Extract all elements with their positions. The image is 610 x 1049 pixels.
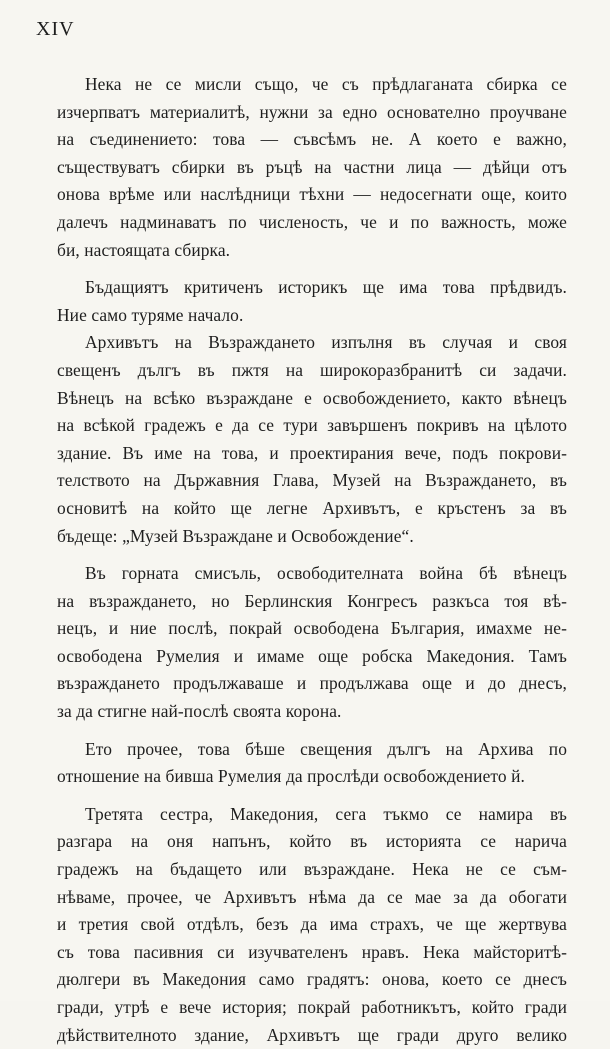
paragraph-6 bbox=[57, 801, 567, 1049]
text-line: изчерпватъ материалитѣ, нужни за едно основателно проучване bbox=[57, 101, 567, 122]
text-line: разгара на оня напънъ, който въ историята се нарича bbox=[57, 831, 567, 852]
text-line: бъдеще: „Музей Възраждане и Освобождение“. bbox=[57, 525, 414, 546]
body-text bbox=[57, 71, 567, 1049]
text-line: съ това пасивния си изучвателенъ нравъ. Нека майсторитѣ- bbox=[57, 941, 567, 962]
text-line: съществуватъ сбирки въ ръцѣ на частни лица — дѣйци отъ bbox=[57, 156, 567, 177]
text-line: освободена Румелия и имаме още робска Македония. Тамъ bbox=[57, 645, 567, 666]
text-line: Ние само туряме начало. bbox=[57, 304, 244, 325]
text-line: градежъ на бъдащето или възраждане. Нека не се съм- bbox=[57, 859, 567, 880]
text-line: Нека не се мисли също, че съ прѣдлаганата сбирка се bbox=[85, 74, 567, 94]
text-line: Вѣнецъ на всѣко възраждане е освобождението, както вѣнецъ bbox=[57, 387, 567, 408]
text-line: отношение на бивша Румелия да прослѣди освобождението й. bbox=[57, 766, 525, 787]
text-line: далечъ надминаватъ по численость, че и по важность, може bbox=[57, 211, 567, 232]
text-line: дюлгери въ Македония само градятъ: онова, което се днесъ bbox=[57, 969, 567, 990]
text-line: онова врѣме или наслѣдници тѣхни — недосегнати още, които bbox=[57, 184, 567, 205]
text-line: нѣваме, прочее, че Архивътъ нѣма да се мае за да обогати bbox=[57, 886, 567, 907]
text-line: за да стигне най-послѣ своята корона. bbox=[57, 701, 342, 722]
text-line: на всѣкой градежъ е да се тури завършенъ покривъ на цѣлото bbox=[57, 415, 567, 436]
text-line: свещенъ дългъ въ пжтя на широкоразбранитѣ си задачи. bbox=[57, 359, 567, 380]
text-line: основитѣ на който ще легне Архивътъ, е кръстенъ за въ bbox=[57, 497, 567, 518]
paragraph-3 bbox=[57, 329, 567, 550]
text-line: на съединението: това — съвсѣмъ не. А което е важно, bbox=[57, 129, 567, 150]
text-line: би, настоящата сбирка. bbox=[57, 239, 231, 260]
text-line: Третята сестра, Македония, сега тъкмо се намира въ bbox=[85, 803, 567, 824]
text-line: Архивътъ на Възраждането изпълня въ случая и своя bbox=[85, 332, 567, 353]
text-line: Въ горната смисъль, освободителната война бѣ вѣнецъ bbox=[85, 563, 567, 584]
text-line: дѣйствителното здание, Архивътъ ще гради друго велико bbox=[57, 1024, 567, 1045]
text-line: телството на Държавния Глава, Музей на Възраждането, въ bbox=[57, 470, 567, 491]
paragraph-4 bbox=[57, 560, 567, 726]
text-line: гради, утрѣ е вече история; покрай работникътъ, който гради bbox=[57, 997, 567, 1017]
text-line: Ето прочее, това бѣше свещения дългъ на Архива по bbox=[85, 738, 567, 759]
text-line: и третия свой отдѣлъ, безъ да има страхъ, че ще жертвува bbox=[57, 914, 567, 935]
paragraph-5 bbox=[57, 736, 567, 791]
paragraph-2 bbox=[57, 274, 567, 329]
text-line: на възраждането, но Берлинския Конгресъ разкъса тоя вѣ- bbox=[57, 590, 567, 611]
text-line: Бъдащиятъ критиченъ историкъ ще има това прѣдвидъ. bbox=[85, 277, 567, 298]
text-line: възраждането продължаваше и продължава още и до днесъ, bbox=[57, 673, 567, 694]
paragraph-1 bbox=[57, 71, 567, 264]
text-line: здание. Въ име на това, и проектирания вече, подъ покрови- bbox=[57, 442, 567, 463]
page-number: XIV bbox=[36, 18, 75, 40]
text-line: нецъ, и ние послѣ, покрай освободена България, имахме не- bbox=[57, 618, 567, 639]
